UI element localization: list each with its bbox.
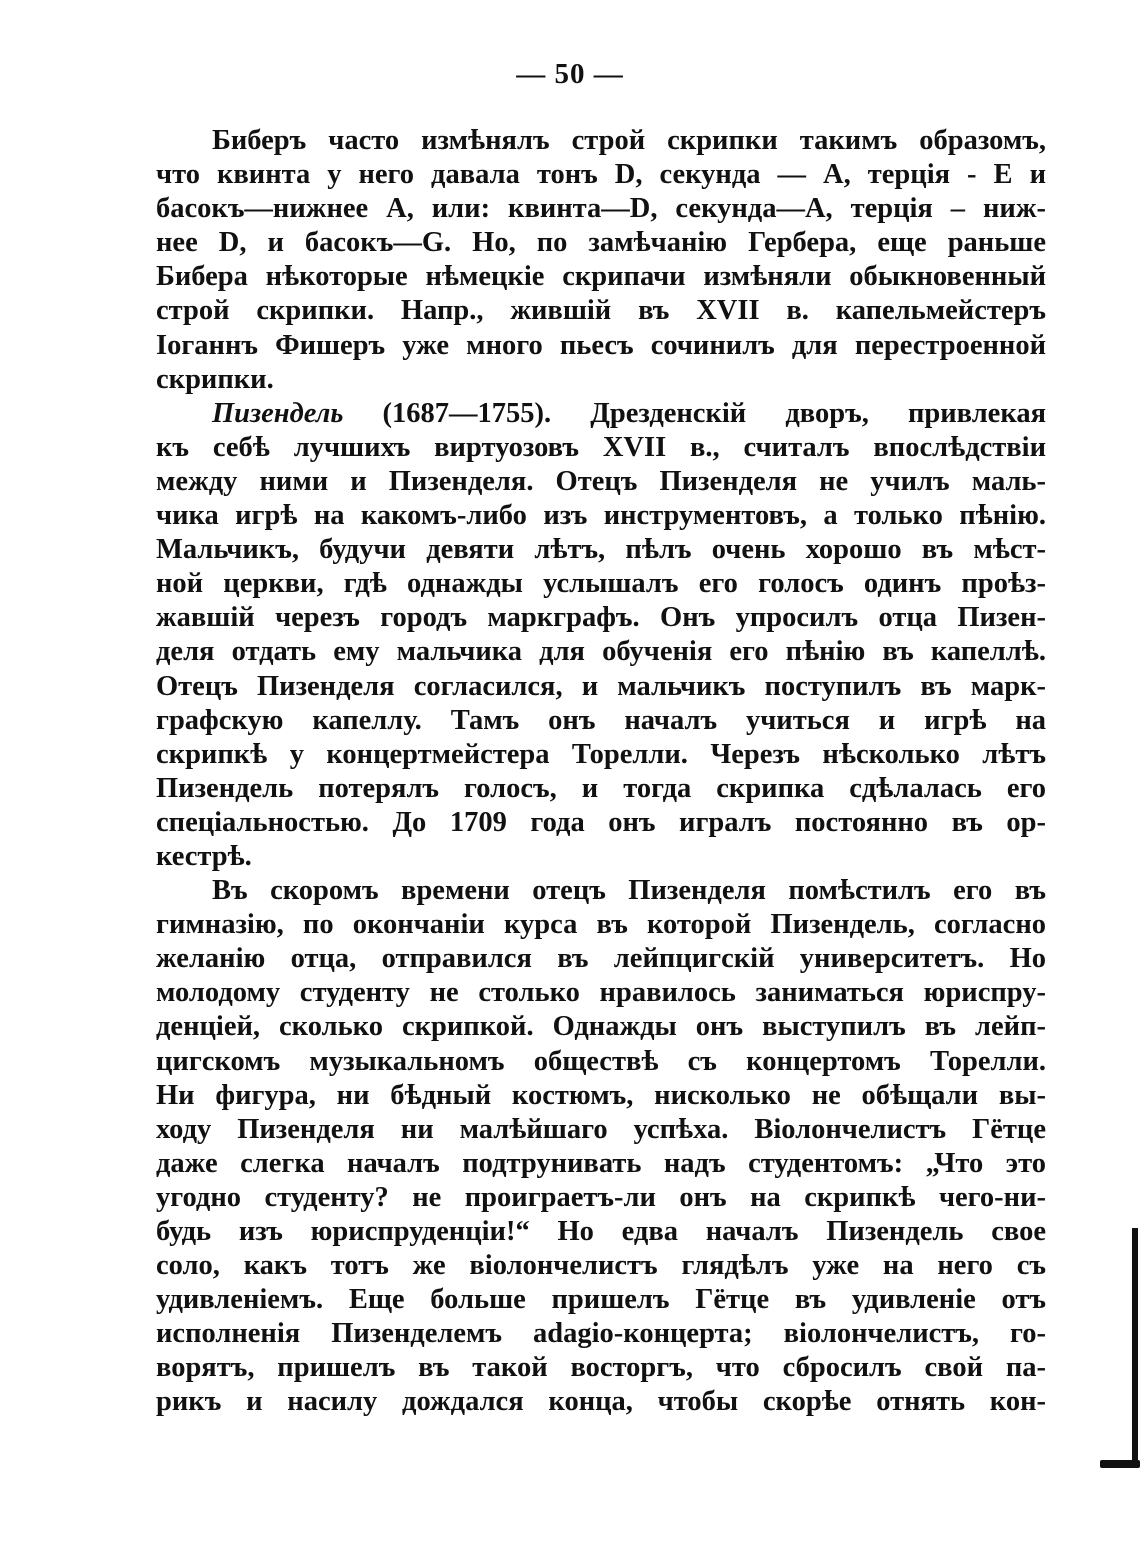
text-line: ворятъ, пришелъ въ такой восторгъ, что сбросилъ свой па- [156, 1352, 1046, 1384]
text-line: гимназію, по окончаніи курса въ которой Пизендель, согласно [156, 909, 1046, 941]
text-line: между ними и Пизенделя. Отецъ Пизенделя не училъ маль- [156, 465, 1046, 497]
text-line: Бибера нѣкоторые нѣмецкіе скрипачи измѣняли обыкновенный [156, 261, 1046, 293]
text-line: скрипкѣ у концертмейстера Торелли. Черезъ нѣсколько лѣтъ [156, 738, 1046, 770]
page-number: — 50 — [516, 58, 624, 90]
text-line: Ни фигура, ни бѣдный костюмъ, нисколько не обѣщали вы- [156, 1079, 1046, 1111]
text-line: ходу Пизенделя ни малѣйшаго успѣха. Віолончелистъ Гётце [156, 1113, 1046, 1145]
text-line: Іоганнъ Фишеръ уже много пьесъ сочинилъ для перестроенной [156, 329, 1046, 361]
text-line: графскую капеллу. Тамъ онъ началъ учиться и игрѣ на [156, 704, 1046, 736]
paragraph-gymnasium [156, 874, 1046, 1420]
text-line: цигскомъ музыкальномъ обществѣ съ концертомъ Торелли. [156, 1045, 1046, 1077]
text-line: желанію отца, отправился въ лейпцигскій университетъ. Но [156, 943, 1046, 975]
text-line: нее D, и басокъ—G. Но, по замѣчанію Гербера, еще раньше [156, 227, 1046, 259]
text-line: къ себѣ лучшихъ виртуозовъ XVII в., считалъ впослѣдствіи [156, 431, 1046, 463]
text-line: Пизендель потерялъ голосъ, и тогда скрипка сдѣлалась его [156, 772, 1046, 804]
text-line: что квинта у него давала тонъ D, секунда — A, терція - E и [156, 159, 1046, 191]
scan-edge-mark [1100, 1460, 1140, 1468]
text-line: молодому студенту не столько нравилось заниматься юриспру- [156, 977, 1046, 1009]
text-line: угодно студенту? не проиграетъ-ли онъ на скрипкѣ чего-ни- [156, 1181, 1046, 1213]
text-line: Въ скоромъ времени отецъ Пизенделя помѣстилъ его въ [212, 875, 1046, 907]
text-line: будь изъ юриспруденціи!“ Но едва началъ Пизендель свое [156, 1216, 1046, 1247]
text-line: жавшій черезъ городъ маркграфъ. Онъ упросилъ отца Пизен- [156, 602, 1046, 634]
heading-pisendel: Пизендель [212, 397, 344, 429]
text-line: исполненія Пизенделемъ adagio-концерта; віолончелистъ, го- [156, 1318, 1046, 1350]
text-line: рикъ и насилу дождался конца, чтобы скорѣе отнять кон- [156, 1386, 1046, 1418]
text-line: строй скрипки. Напр., жившій въ XVII в. капельмейстеръ [156, 295, 1046, 327]
text-line: чика игрѣ на какомъ-либо изъ инструментовъ, а только пѣнію. [156, 500, 1046, 532]
text-line: денціей, сколько скрипкой. Однажды онъ выступилъ въ лейп- [156, 1011, 1046, 1043]
text-line [156, 397, 1046, 431]
text-line: деля отдать ему мальчика для обученія его пѣнію въ капеллѣ. [156, 636, 1046, 668]
text-line: кестрѣ. [156, 840, 252, 872]
paragraph-pisendel [156, 397, 1046, 874]
body-text [156, 124, 1046, 1420]
text-line: Отецъ Пизенделя согласился, и мальчикъ поступилъ въ марк- [156, 670, 1046, 702]
text-line: Биберъ часто измѣнялъ строй скрипки такимъ образомъ, [212, 125, 1046, 156]
text-line: спеціальностью. До 1709 года онъ игралъ постоянно въ ор- [156, 806, 1046, 838]
paragraph-biber [156, 124, 1046, 397]
text-line: даже слегка началъ подтрунивать надъ студентомъ: „Что это [156, 1147, 1046, 1179]
text-line: Мальчикъ, будучи девяти лѣтъ, пѣлъ очень хорошо въ мѣст- [156, 534, 1046, 566]
text-line: соло, какъ тотъ же віолончелистъ глядѣлъ уже на него съ [156, 1250, 1046, 1282]
text-line: басокъ—нижнее A, или: квинта—D, секунда—A, терція – ниж- [156, 193, 1046, 225]
text-line: скрипки. [156, 363, 274, 395]
scan-edge-mark [1132, 1228, 1138, 1468]
text-line: удивленіемъ. Еще больше пришелъ Гётце въ удивленіе отъ [156, 1284, 1046, 1316]
text-line: ной церкви, гдѣ однажды услышалъ его голосъ одинъ проѣз- [156, 568, 1046, 600]
text-line-rest: (1687—1755). Дрезденскій дворъ, привлекая [343, 397, 1046, 429]
